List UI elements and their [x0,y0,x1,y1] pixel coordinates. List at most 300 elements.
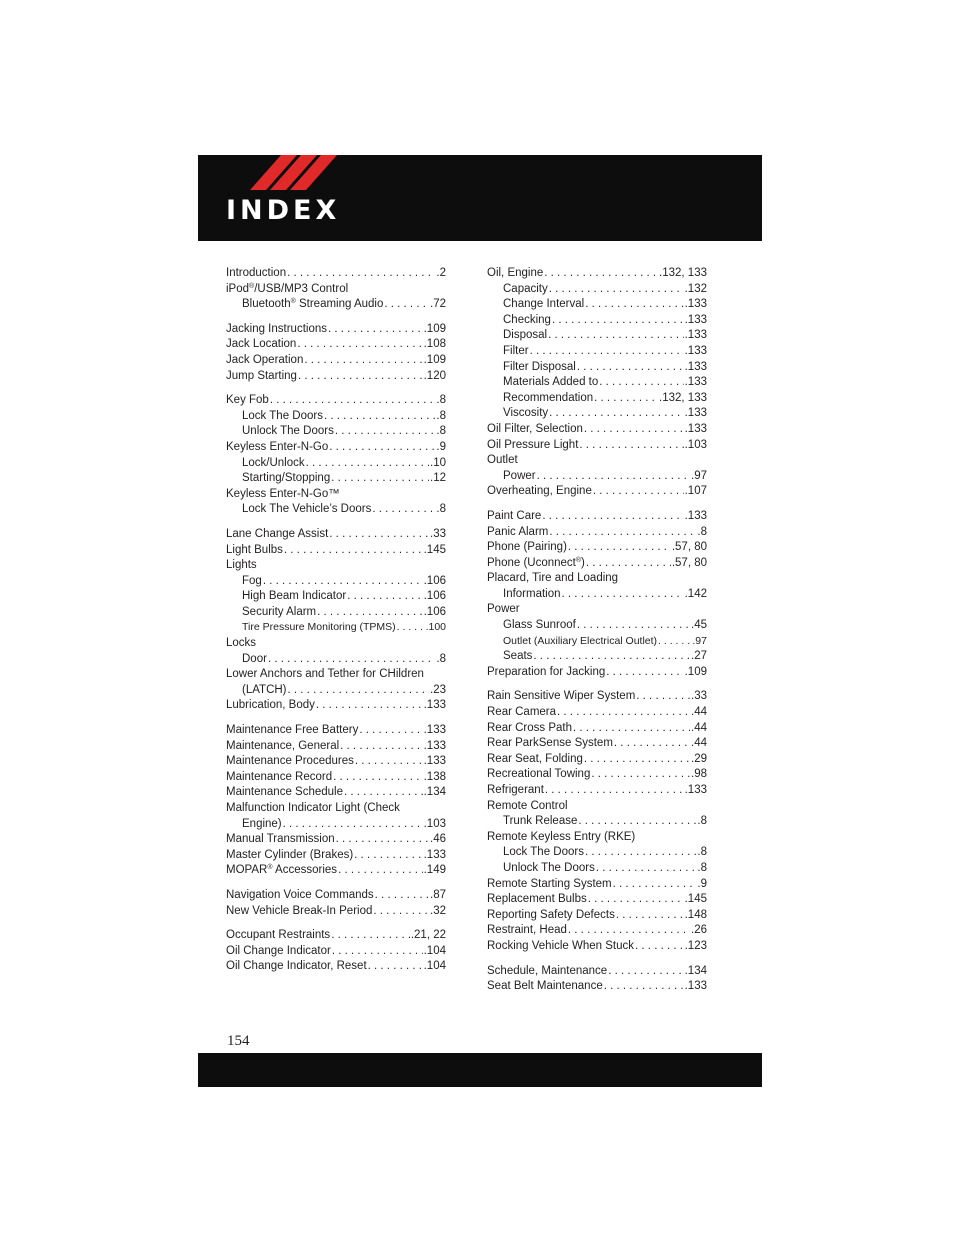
leader-dots [548,328,684,344]
index-entry [487,634,707,650]
index-column-left [226,266,446,975]
leader-dots [557,705,690,721]
index-entry [226,543,446,559]
index-term: Malfunction Indicator Light (Check [226,802,400,814]
index-page-ref: .23 [430,683,446,696]
leader-dots [549,525,696,541]
index-term: Oil, Engine [487,267,544,279]
index-term: Lane Change Assist [226,527,329,540]
index-page-ref: .44 [691,721,707,734]
index-page-ref: .148 [684,908,707,921]
index-term: Panic Alarm [487,525,549,538]
leader-dots [329,440,435,456]
leader-dots [579,438,683,454]
leader-dots [585,297,683,313]
index-term: Paint Care [487,509,542,522]
index-page-ref: .8 [697,815,707,828]
index-page-ref: .8 [436,394,446,407]
index-entry [487,649,707,665]
index-page-ref: .132 [684,282,707,295]
index-page-ref: .123 [684,939,707,952]
index-term: Master Cylinder (Brakes) [226,848,354,861]
index-term: Maintenance Record [226,770,333,783]
index-entry [226,266,446,282]
index-entry [226,456,446,472]
leader-dots [331,471,429,487]
index-term: Rain Sensitive Wiper System [487,690,636,703]
index-entry [226,282,446,298]
index-page-ref: .133 [684,360,707,373]
leader-dots [586,556,671,572]
index-page-ref: .106 [423,605,446,618]
index-entry [487,391,707,407]
index-term: Remote Starting System [487,877,612,890]
index-page-ref: .133 [423,739,446,752]
index-term: Occupant Restraints [226,929,331,942]
index-term: Phone (Uconnect®) [487,556,585,569]
index-term: Lights [226,559,257,572]
leader-dots [304,353,422,369]
index-term: Key Fob [226,394,269,407]
leader-dots [288,683,429,699]
leader-dots [316,698,423,714]
leader-dots [397,620,425,636]
index-entry [487,438,707,454]
index-term: Maintenance Free Battery [226,724,359,737]
index-term: Light Bulbs [226,543,283,556]
leader-dots [585,845,696,861]
leader-dots [338,863,423,879]
index-page-ref: .8 [436,652,446,665]
index-page-ref: .133 [684,980,707,993]
index-entry [487,877,707,893]
index-page-ref: .100 [425,621,446,634]
index-term: iPod®/USB/MP3 Control [226,282,349,295]
index-term: Keyless Enter-N-Go [226,440,329,453]
index-entry [487,939,707,955]
index-term: Rocking Vehicle When Stuck [487,939,635,952]
leader-dots [263,574,423,590]
leader-dots [355,754,423,770]
index-entry [226,817,446,833]
index-term: Bluetooth® Streaming Audio [242,298,384,311]
index-entry [487,665,707,681]
index-entry [226,652,446,668]
leader-dots [549,282,684,298]
index-page-ref: .145 [684,893,707,906]
index-entry [487,799,707,815]
index-term: Viscosity [503,407,549,420]
index-entry [487,587,707,603]
index-term: Power [503,469,536,482]
index-page-ref: .133 [684,407,707,420]
index-term: Lower Anchors and Tether for CHildren [226,668,424,681]
leader-dots [384,297,429,313]
index-entry [487,375,707,391]
index-page-ref: .120 [423,369,446,382]
index-term: Remote Keyless Entry (RKE) [487,830,636,843]
index-entry [487,509,707,525]
index-entry [226,527,446,543]
index-entry [226,888,446,904]
entry-gap [226,518,446,527]
index-entry [487,344,707,360]
leader-dots [608,964,683,980]
leader-dots [577,618,690,634]
index-entry [487,845,707,861]
index-page-ref: .9 [436,440,446,453]
leader-dots [344,785,423,801]
index-entry [487,689,707,705]
index-entry [226,297,446,313]
index-page-ref: .134 [423,786,446,799]
index-entry [487,721,707,737]
leader-dots [606,665,683,681]
index-entry [226,928,446,944]
index-entry [226,471,446,487]
index-term: Introduction [226,267,287,279]
index-term: Fog [242,574,262,587]
index-term: Preparation for Jacking [487,665,606,678]
index-term: Information [503,587,561,600]
leader-dots [591,767,690,783]
index-entry [226,574,446,590]
index-entry [226,801,446,817]
index-term: Rear Seat, Folding [487,752,583,765]
index-page-ref: .8 [697,846,707,859]
leader-dots [373,904,429,920]
leader-dots [604,979,684,995]
index-entry [487,406,707,422]
index-page-ref: .98 [691,768,707,781]
entry-gap [487,955,707,964]
index-term: MOPAR® Accessories [226,864,338,877]
index-page-ref: .45 [691,619,707,632]
leader-dots [568,540,671,556]
index-entry [226,863,446,879]
entry-gap [226,384,446,393]
index-term: Oil Pressure Light [487,438,579,451]
index-page-ref: .29 [691,752,707,765]
index-entry [487,266,707,282]
index-entry [487,767,707,783]
index-page-ref: .8 [436,409,446,422]
index-term: Jack Location [226,338,297,351]
leader-dots [573,721,690,737]
index-page-ref: .109 [423,322,446,335]
index-entry [487,484,707,500]
index-entry [487,540,707,556]
index-page-ref: .133 [684,376,707,389]
leader-dots [552,313,684,329]
leader-dots [324,409,435,425]
leader-dots [658,634,691,650]
index-term: Power [487,603,520,616]
index-page-ref: .33 [691,690,707,703]
index-page-ref: .109 [423,353,446,366]
index-page-ref: .103 [423,817,446,830]
index-term: Schedule, Maintenance [487,964,608,977]
index-entry [487,736,707,752]
index-page-ref: .133 [423,699,446,712]
index-entry [487,525,707,541]
index-entry [226,667,446,683]
index-page-ref: .133 [684,298,707,311]
index-entry [487,892,707,908]
index-entry [226,409,446,425]
index-entry [226,424,446,440]
footer-bar [198,1053,762,1087]
index-entry [226,785,446,801]
index-term: Locks [226,637,257,650]
leader-dots [368,959,423,975]
index-term: Outlet [487,454,518,467]
index-term: Jump Starting [226,369,297,382]
index-term: Starting/Stopping [242,472,331,485]
index-page-ref: .133 [423,724,446,737]
index-entry [226,944,446,960]
index-term: Oil Change Indicator [226,944,331,957]
leader-dots [599,375,683,391]
index-page-ref: .133 [684,784,707,796]
index-page-ref: .27 [691,650,707,663]
index-entry [226,959,446,975]
leader-dots [329,527,429,543]
index-term: Oil Filter, Selection [487,422,583,435]
index-page-ref: .133 [684,422,707,435]
leader-dots [328,322,423,338]
index-entry [226,502,446,518]
index-entry [226,848,446,864]
index-entry [487,752,707,768]
index-entry [226,487,446,503]
index-term: Filter [503,344,529,357]
index-entry [487,814,707,830]
index-page-ref: .44 [691,737,707,750]
index-entry [487,297,707,313]
index-term: Lock The Doors [242,409,323,422]
leader-dots [533,649,690,665]
index-entry [487,979,707,995]
leader-dots [613,877,697,893]
index-page-ref: .87 [430,888,446,901]
index-page-ref: .133 [684,313,707,326]
index-entry [226,620,446,636]
index-term: Checking [503,313,551,326]
index-entry [487,923,707,939]
index-entry [226,369,446,385]
index-entry [226,353,446,369]
leader-dots [545,783,684,799]
index-entry [226,605,446,621]
index-term: Rear ParkSense System [487,737,613,750]
leader-dots [336,832,429,848]
entry-gap [487,680,707,689]
index-entry [487,908,707,924]
index-entry [226,770,446,786]
leader-dots [270,393,436,409]
index-term: Reporting Safety Defects [487,908,615,921]
index-term: Oil Change Indicator, Reset [226,960,367,973]
leader-dots [317,605,422,621]
index-term: Restraint, Head [487,924,567,937]
index-term: Rear Cross Path [487,721,573,734]
index-entry [226,440,446,456]
index-page-ref: .132, 133 [659,267,707,279]
index-page-ref: .12 [430,472,446,485]
index-term: Filter Disposal [503,360,576,373]
entry-gap [226,919,446,928]
index-term: Materials Added to [503,376,599,389]
index-term: Engine) [242,817,282,830]
index-page-ref: .133 [684,344,707,357]
index-entry [226,754,446,770]
index-entry [226,636,446,652]
index-entry [226,904,446,920]
index-term: (LATCH) [242,683,287,696]
index-entry [487,964,707,980]
leader-dots [594,391,658,407]
leader-dots [588,892,684,908]
leader-dots [347,589,422,605]
leader-dots [530,344,684,360]
index-page-ref: .149 [423,864,446,877]
index-term: Unlock The Doors [503,861,595,874]
leader-dots [340,739,422,755]
index-page-ref: .21, 22 [410,929,446,942]
index-term: Lock The Vehicle’s Doors [242,503,372,516]
leader-dots [283,817,423,833]
leader-dots [616,908,684,924]
index-term: Outlet (Auxiliary Electrical Outlet) [503,634,658,647]
index-entry [487,618,707,634]
index-term: Refrigerant [487,784,544,796]
leader-dots [537,469,690,485]
leader-dots [577,360,684,376]
index-entry [226,832,446,848]
index-term: Security Alarm [242,605,317,618]
index-page-ref: .8 [436,425,446,438]
index-entry [487,328,707,344]
entry-gap [226,879,446,888]
leader-dots [287,266,435,282]
index-term: Seats [503,650,533,663]
leader-dots [297,337,422,353]
index-page-ref: .145 [423,543,446,556]
index-page-ref: .109 [684,665,707,678]
index-term: Lock The Doors [503,846,584,859]
index-term: Phone (Pairing) [487,541,567,554]
index-term: Maintenance, General [226,739,340,752]
index-entry [226,393,446,409]
index-term: Rear Camera [487,706,557,719]
index-entry [487,705,707,721]
leader-dots [636,689,690,705]
index-term: High Beam Indicator [242,590,347,603]
index-term: Keyless Enter-N-Go™ [226,487,340,500]
index-page-ref: .44 [691,706,707,719]
leader-dots [372,502,435,518]
leader-dots [306,456,429,472]
index-page-ref: .103 [684,438,707,451]
index-term: Glass Sunroof [503,619,576,632]
index-term: Maintenance Procedures [226,755,354,768]
leader-dots [584,752,690,768]
page-title: INDEX [226,195,341,226]
entry-gap [226,313,446,322]
index-term: Tire Pressure Monitoring (TPMS) [242,621,396,634]
index-page-ref: .46 [430,833,446,846]
index-entry [487,422,707,438]
leader-dots [375,888,429,904]
index-page-ref: .138 [423,770,446,783]
leader-dots [562,587,684,603]
index-page-ref: .97 [692,634,707,647]
index-entry [226,589,446,605]
index-entry [226,683,446,699]
index-page-ref: .106 [423,590,446,603]
index-entry [226,723,446,739]
index-page-ref: .104 [423,944,446,957]
index-entry [487,282,707,298]
index-page-ref: .133 [423,755,446,768]
index-entry [487,571,707,587]
index-page-ref: .72 [430,298,446,311]
leader-dots [549,406,683,422]
index-entry [487,861,707,877]
index-entry [226,698,446,714]
leader-dots [584,422,684,438]
index-page-ref: .108 [423,338,446,351]
index-term: Recreational Towing [487,768,591,781]
index-term: Jack Operation [226,353,304,366]
index-term: Seat Belt Maintenance [487,980,603,993]
index-page-ref: .9 [697,877,707,890]
index-term: Replacement Bulbs [487,893,587,906]
index-page-ref: .8 [436,503,446,516]
index-term: Trunk Release [503,815,578,828]
index-term: Manual Transmission [226,833,335,846]
index-page-ref: .132, 133 [659,391,707,404]
index-page-ref: .133 [423,848,446,861]
leader-dots [335,424,436,440]
leader-dots [331,928,410,944]
entry-gap [226,714,446,723]
leader-dots [359,723,422,739]
index-term: Placard, Tire and Loading [487,572,619,585]
index-entry [226,558,446,574]
leader-dots [635,939,684,955]
leader-dots [596,861,697,877]
leader-dots [268,652,435,668]
index-page-ref: .104 [423,960,446,973]
index-entry [226,337,446,353]
leader-dots [542,509,683,525]
index-term: Remote Control [487,799,568,812]
index-term: Overheating, Engine [487,485,592,498]
index-page-ref: .133 [684,509,707,522]
index-page-ref: .142 [684,587,707,600]
index-term: Jacking Instructions [226,322,327,335]
index-entry [487,453,707,469]
index-entry [487,830,707,846]
leader-dots [333,770,422,786]
index-page-ref: .10 [430,456,446,469]
index-page-ref: .8 [697,861,707,874]
index-term: Lock/Unlock [242,456,305,469]
index-page-ref: .106 [423,574,446,587]
leader-dots [298,369,423,385]
